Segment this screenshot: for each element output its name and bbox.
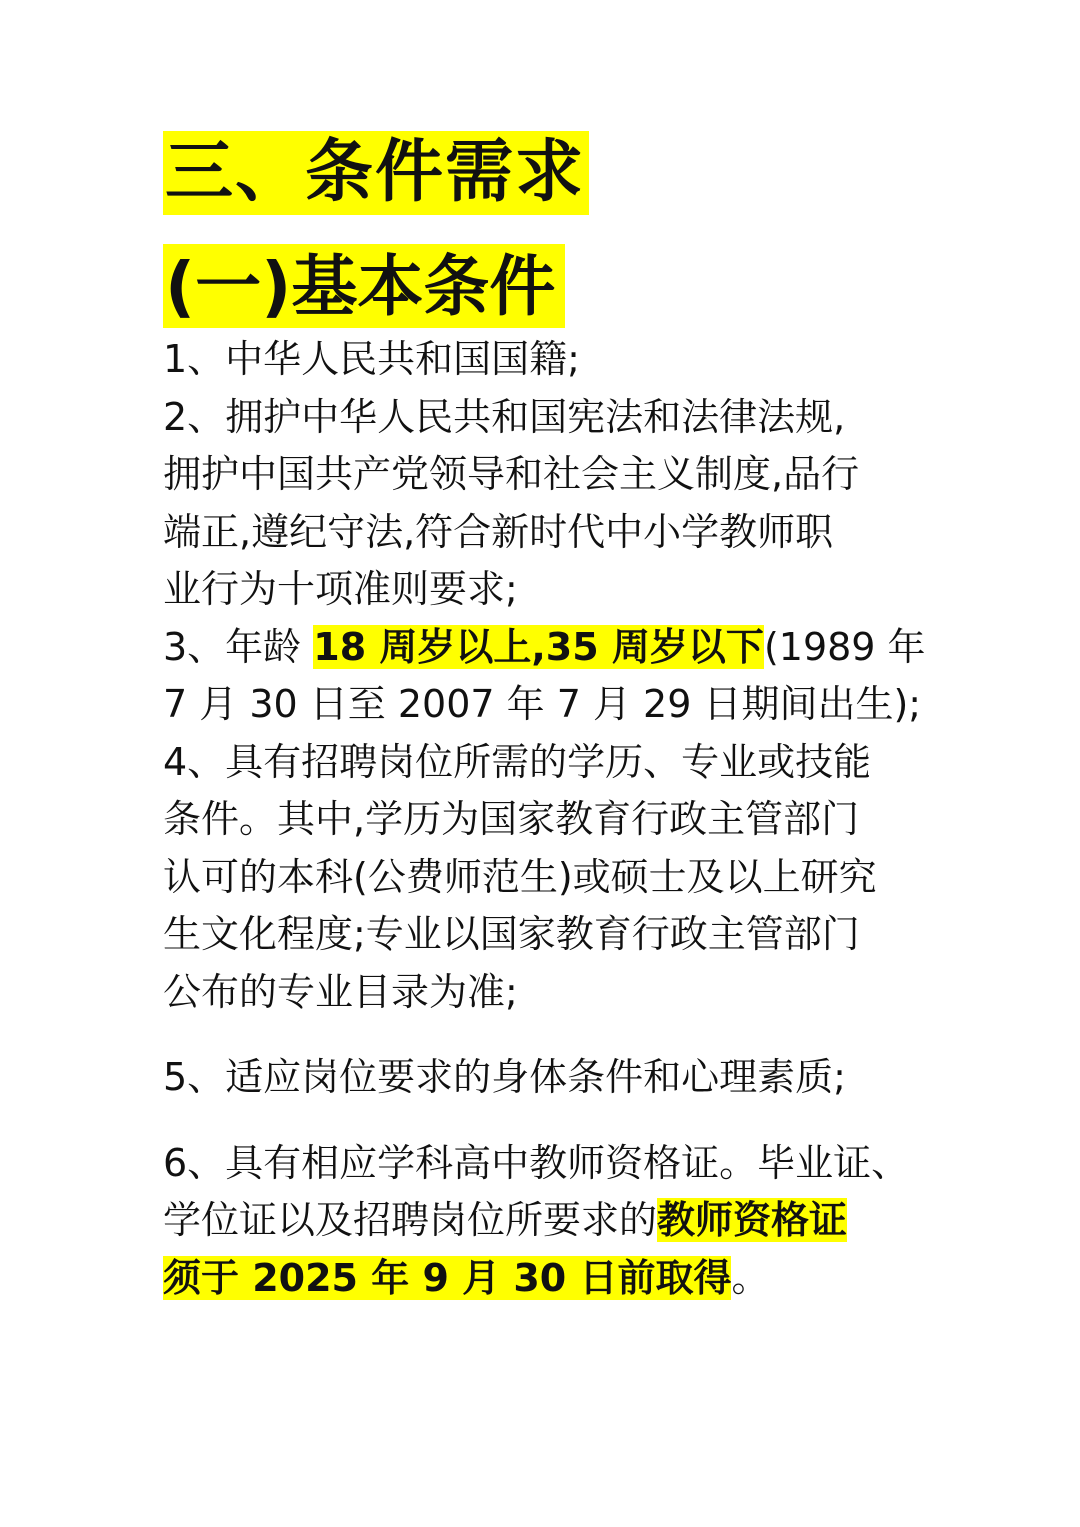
text-line (163, 1250, 953, 1308)
age-range-highlight: 18 周岁以上,35 周岁以下 (313, 624, 764, 669)
text-line: 7 月 30 日至 2007 年 7 月 29 日期间出生); (163, 682, 922, 726)
text-line: 公布的专业目录为准; (163, 969, 518, 1014)
subsection-title: (一)基本条件 (163, 244, 565, 328)
text-line: 2、拥护中华人民共和国宪法和法律法规, (163, 394, 846, 439)
deadline-suffix: 。 (731, 1255, 770, 1300)
requirement-item-2 (163, 389, 953, 619)
text-line: 认可的本科(公费师范生)或硕士及以上研究 (163, 854, 877, 899)
requirement-item-5 (163, 1049, 953, 1107)
text-line: 生文化程度;专业以国家教育行政主管部门 (163, 912, 860, 956)
text-line: 6、具有相应学科高中教师资格证。毕业证、 (163, 1140, 910, 1185)
text-line: 业行为十项准则要求; (163, 567, 518, 611)
age-prefix: 3、年龄 (163, 624, 314, 669)
requirement-item-1 (163, 331, 953, 389)
text-line (163, 1192, 953, 1250)
deadline-highlight: 须于 2025 年 9 月 30 日前取得 (163, 1255, 732, 1300)
requirement-item-6 (163, 1135, 953, 1308)
text-line (163, 619, 953, 677)
requirement-item-3 (163, 619, 953, 734)
requirements-list (163, 331, 953, 1307)
text-line: 条件。其中,学历为国家教育行政主管部门 (163, 797, 860, 841)
age-suffix: (1989 年 (763, 624, 926, 669)
requirement-item-4 (163, 734, 953, 1022)
section-title: 三、条件需求 (163, 131, 589, 215)
text-line: 1、中华人民共和国国籍; (163, 337, 580, 381)
text-line: 端正,遵纪守法,符合新时代中小学教师职 (163, 509, 834, 554)
text-line: 拥护中国共产党领导和社会主义制度,品行 (163, 452, 860, 496)
certificate-highlight: 教师资格证 (657, 1198, 848, 1242)
text-line: 4、具有招聘岗位所需的学历、专业或技能 (163, 739, 872, 784)
text-line: 5、适应岗位要求的身体条件和心理素质; (163, 1055, 846, 1099)
certificate-prefix: 学位证以及招聘岗位所要求的 (163, 1198, 658, 1242)
